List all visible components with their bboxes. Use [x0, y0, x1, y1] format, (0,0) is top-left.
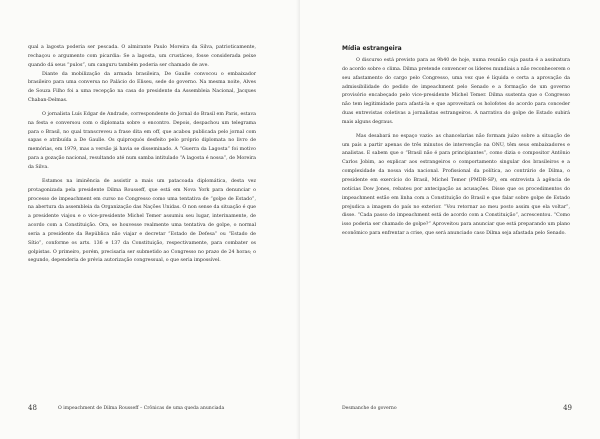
left-paragraph-2: Diante da mobilização da armada brasileira, De Gaulle convocou o embaixador brasileiro para uma conversa no Palácio do Eliseu, sede do governo. Na mesma noite, Alves de Souza Filho foi a uma recepção na casa do presidente da Assembleia Nacional, Jacques Chaban-Delmas.	[28, 71, 256, 104]
right-paragraph-2: Mas desabará no espaço vazio: as chancelarias não formam juízo sobre a situação de um país a partir apenas de três minutos de intervenção na ONU, têm seus embaixadores e analistas. E sabem que o “Brasil não é para principiantes”, como dizia o compositor Antônio Carlos Jobim, ao explicar aos estrangeiros o comportamento singular dos brasileiros e a complexidade da nossa vida nacional. Profissional da política, ao contrário de Dilma, o presidente em exercício do Brasil, Michel Temer (PMDB-SP), em entrevista à agência de notícias Dow Jones, rebateu por antecipação as acusações. Disse que os procedimentos do impeachment estão em linha com a Constituição do Brasil e que falar sobre golpe de Estado prejudica a imagem do país no exterior. “Vou retornar ao meu posto assim que ela voltar”, disse. “Cada passo do impeachment está de acordo com a Constituição”, acrescentou. “Como isso poderia ser chamado de golpe?” Aproveitou para anunciar que está preparando um plano econômico para enfrentar a crise, que será anunciado caso Dilma seja afastada pelo Senado.	[342, 133, 570, 237]
left-text-column	[28, 44, 256, 266]
left-footer	[0, 404, 300, 414]
right-text-column	[342, 44, 570, 239]
page-number-left: 48	[28, 404, 37, 412]
left-paragraph-4: Estamos na iminência de assistir a mais um patacoada diplomática, desta vez protagonizada pela presidente Dilma Rousseff, que está em Nova York para denunciar o processo de impeachment em curso no Congresso como uma tentativa de “golpe de Estado”, na abertura da assembleia da Organização das Nações Unidas. O non sense da situação é que a presidente viajou e o vice-presidente Michel Temer assumiu seu lugar, interinamente, de acordo com a Constituição. Ora, se houvesse realmente uma tentativa de golpe, o normal seria a presidente da República não viajar e decretar “Estado de Defesa” ou “Estado de Sítio”, conforme os arts. 136 e 137 da Constituição, respectivamente, para combater os golpistas. O primeiro, porém, precisaria ser submetido ao Congresso no prazo de 24 horas; o segundo, dependeria de prévia autorização congressual, o que seria impossível.	[28, 178, 256, 264]
right-paragraph-1: O discurso está previsto para as 9h40 de hoje, numa reunião cuja pauta é a assinatura do acordo sobre o clima. Dilma pretende convencer os líderes mundiais a não reconhecerem o seu afastamento do cargo pelo Congresso, uma vez que é líquida e certa a aprovação da admissibilidade do pedido de impeachment pelo Senado e a formação de um governo provisório encabeçado pelo vice-presidente Michel Temer. Dilma sustenta que o Congresso não tem legitimidade para afastá-la e que aproveitará os holofotes do acordo para conceder duas entrevistas coletivas a jornalistas estrangeiros. A narrativa do golpe de Estado subirá mais alguns degraus.	[342, 58, 570, 125]
page-number-right: 49	[563, 404, 572, 412]
running-footer-right: Desmanche do governo	[342, 406, 397, 411]
left-paragraph-3: O jornalista Luís Edgar de Andrade, correspondente do Jornal do Brasil em Paris, estava na festa e conversou com o diplomata sobre o encontro. Depois, despachou um telegrama para o Brasil, no qual transcreveu a frase dita em off, que acabou publicada pelo jornal com sapas e atribuída a De Gaulle. Os quiproquós desfeito pelo próprio diplomata no livro de memórias, em 1979, mas a versão já havia se disseminado. A “Guerra da Lagosta” foi motivo para a gozação nacional, resultando até num samba intitulado “A lagosta é nossa”, de Moreira da Silva.	[28, 111, 256, 170]
left-paragraph-1: qual a lagosta poderia ser pescada. O almirante Paulo Moreira da Silva, patrioticamente, rechaçou o argumento com picardia: Se a lagosta, um crustáceo, fosse considerada peixe quando dá seus “pulos”, um canguru também poderia ser chamado de ave.	[28, 45, 256, 68]
right-footer	[300, 404, 600, 414]
running-footer-left: O impeachment de Dilma Rousseff – Crônicas de uma queda anunciada	[58, 406, 225, 411]
section-title: Mídia estrangeira	[342, 45, 402, 52]
right-page	[300, 0, 600, 439]
